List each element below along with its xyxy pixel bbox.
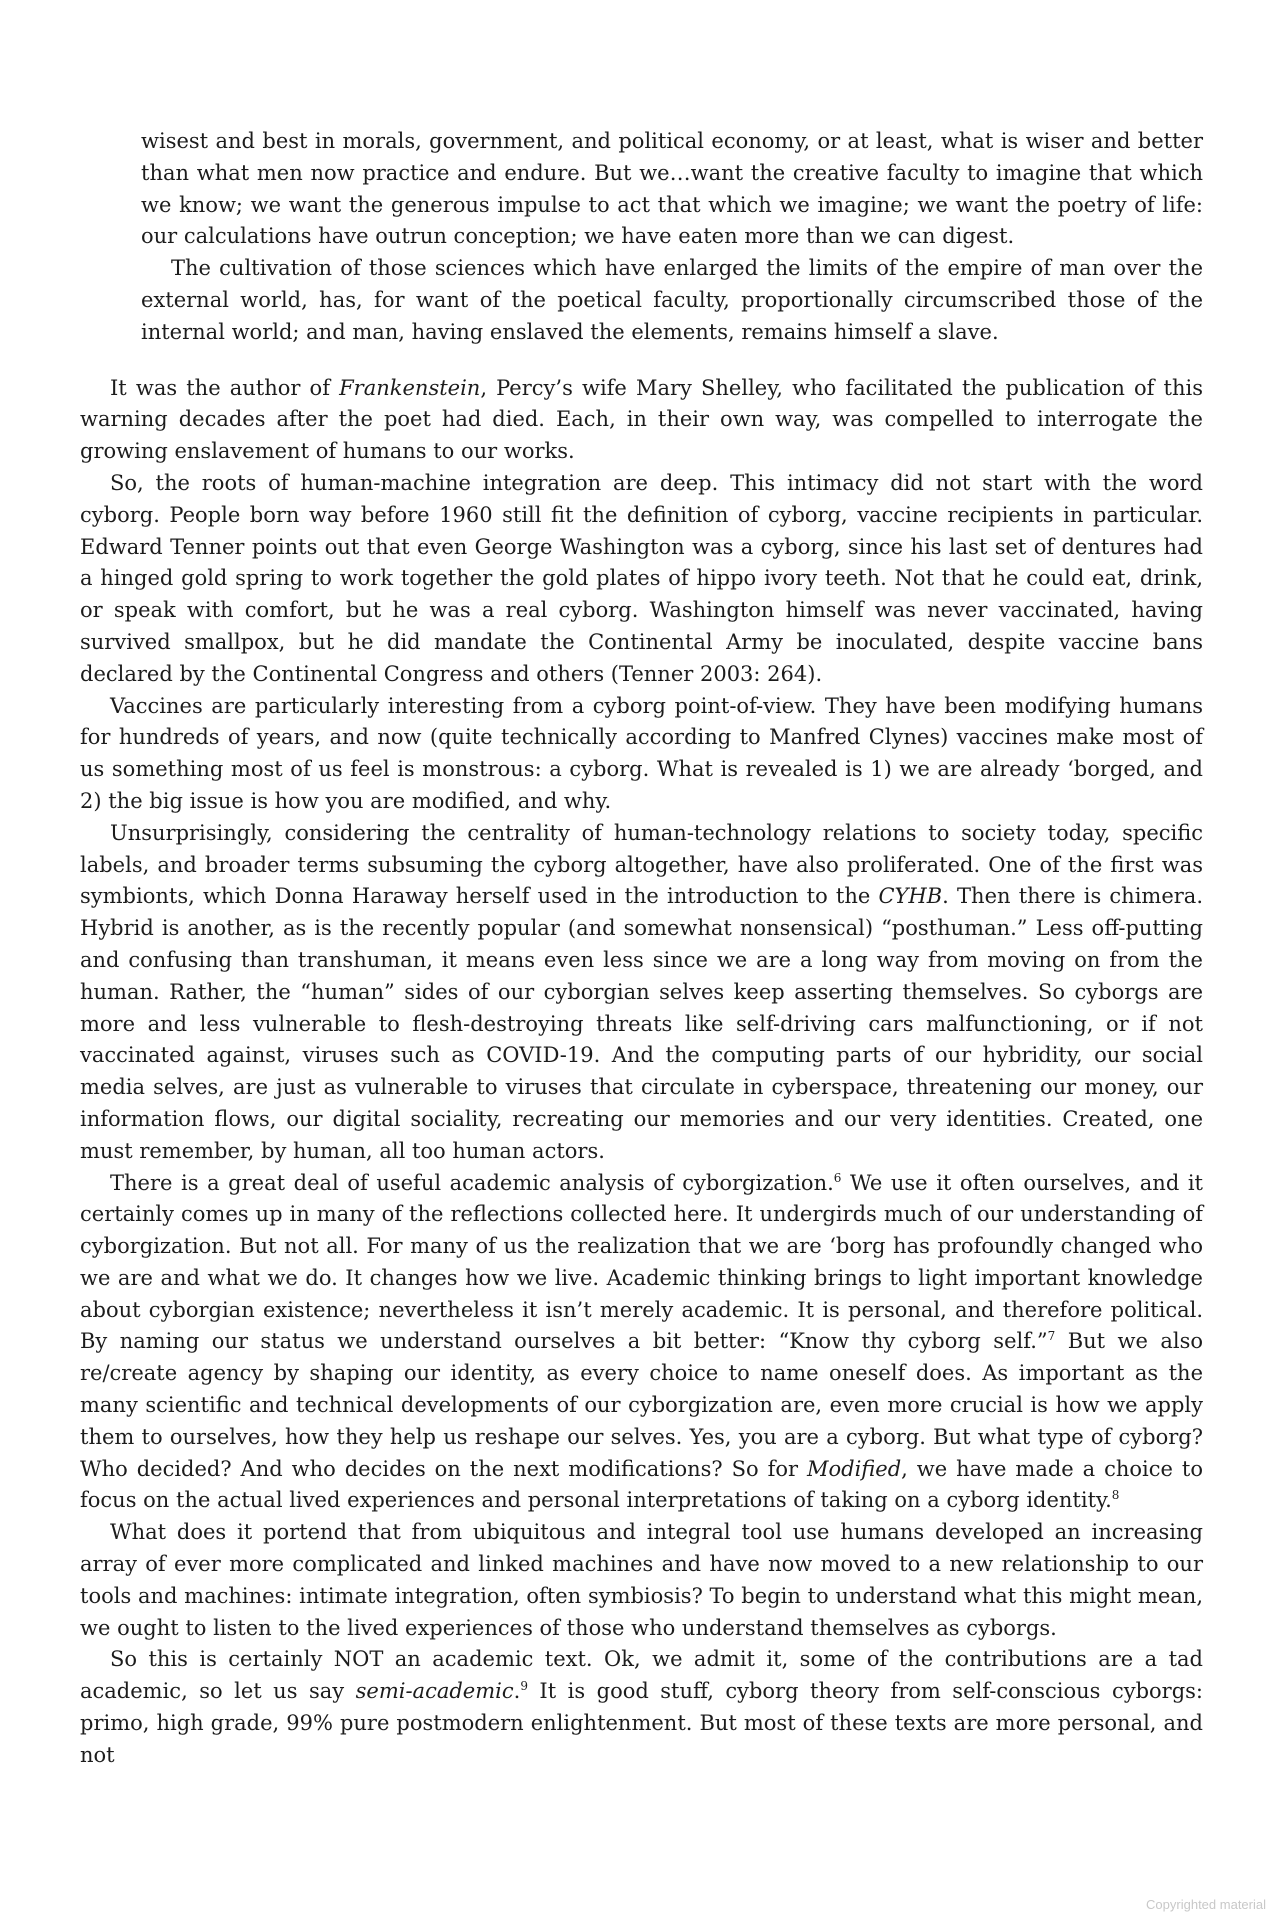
italic-frankenstein: Frankenstein — [339, 375, 481, 400]
paragraph-4: Unsurprisingly, considering the centrality of human-technology relations to society today, specific labels, and broader terms subsuming the cyborg altogether, have also proliferated. One of the first was symbionts, which Donna Haraway herself used in the introduction to the CYHB. Then there is chimera. Hybrid is another, as is the recently popular (and somewhat nonsensical) “posthuman.” Less off-putting and confusing than transhuman, it means even less since we are a long way from moving on from the human. Rather, the “human” sides of our cyborgian selves keep asserting themselves. So cyborgs are more and less vulnerable to flesh-destroying threats like self-driving cars malfunctioning, or if not vaccinated against, viruses such as COVID-19. And the computing parts of our hybridity, our social media selves, are just as vulnerable to viruses that circulate in cyberspace, threatening our money, our information flows, our digital sociality, recreating our memories and our very identities. Created, one must remember, by human, all too human actors. — [80, 820, 1203, 1163]
copyright-watermark: Copyrighted material — [1146, 1897, 1266, 1912]
paragraph-3: Vaccines are particularly interesting from a cyborg point-of-view. They have been modifying humans for hundreds of years, and now (quite technically according to Manfred Clynes) vaccines make most of us something most of us feel is monstrous: a cyborg. What is revealed is 1) we are already ‘borged, and 2) the big issue is how you are modified, and why. — [80, 693, 1203, 813]
paragraph-2: So, the roots of human-machine integration are deep. This intimacy did not start with the word cyborg. People born way before 1960 still fit the definition of cyborg, vaccine recipients in particular. Edward Tenner points out that even George Washington was a cyborg, since his last set of dentures had a hinged gold spring to work together the gold plates of hippo ivory teeth. Not that he could eat, drink, or speak with comfort, but he was a real cyborg. Washington himself was never vaccinated, having survived smallpox, but he did mandate the Continental Army be inoculated, despite vaccine bans declared by the Continental Congress and others (Tenner 2003: 264). — [80, 470, 1203, 686]
paragraph-1: It was the author of Frankenstein, Percy’s wife Mary Shelley, who facilitated the publication of this warning decades after the poet had died. Each, in their own way, was compelled to interrogate the growing enslavement of humans to our works. — [80, 375, 1204, 464]
footnote-ref-7[interactable]: 7 — [1047, 1329, 1056, 1344]
block-quote — [141, 126, 1203, 349]
quote-paragraph-1: wisest and best in morals, government, and political economy, or at least, what is wiser and better than what men now practice and endure. But we…want the creative faculty to imagine that which we know; we want the generous impulse to act that which we imagine; we want the poetry of life: our calculations have outrun conception; we have eaten more than we can digest. — [141, 129, 1203, 249]
quote-paragraph-2: The cultivation of those sciences which have enlarged the limits of the empire of man over the external world, has, for want of the poetical faculty, proportionally circumscribed those of the internal world; and man, having enslaved the elements, remains himself a slave. — [141, 256, 1203, 344]
page-content — [80, 126, 1203, 1772]
footnote-ref-8[interactable]: 8 — [1111, 1488, 1120, 1503]
footnote-ref-9[interactable]: 9 — [520, 1679, 528, 1694]
italic-cyhb: CYHB — [878, 884, 943, 909]
italic-semi-academic: semi-academic — [355, 1679, 514, 1704]
paragraph-6: What does it portend that from ubiquitous and integral tool use humans developed an increasing array of ever more complicated and linked machines and have now moved to a new relationship to our tools and machines: intimate integration, often symbiosis? To begin to understand what this might mean, we ought to listen to the lived experiences of those who understand themselves as cyborgs. — [80, 1520, 1203, 1640]
paragraph-7: So this is certainly NOT an academic text. Ok, we admit it, some of the contributions are a tad academic, so let us say semi-academic.$^9$ It is good stuff, cyborg theory from self-conscious cyborgs: primo, high grade, 99% pure postmodern enlightenment. But most of these texts are more personal, and not — [80, 1647, 1203, 1767]
italic-modified: Modified — [806, 1456, 902, 1481]
body-text — [80, 373, 1203, 1772]
footnote-ref-6[interactable]: 6 — [833, 1170, 842, 1185]
paragraph-5: There is a great deal of useful academic analysis of cyborgization.$^6$ We use it often ourselves, and it certainly comes up in many of the reflections collected here. It undergirds much of our understanding of cyborgization. But not all. For many of us the realization that we are ‘borg has profoundly changed who we are and what we do. It changes how we live. Academic thinking brings to light important knowledge about cyborgian existence; nevertheless it isn’t merely academic. It is personal, and therefore political. By naming our status we understand ourselves a bit better: “Know thy cyborg self.”$^7$ But we also re/create agency by shaping our identity, as every choice to name oneself does. As important as the many scientific and technical developments of our cyborgization are, even more crucial is how we apply them to ourselves, how they help us reshape our selves. Yes, you are a cyborg. But what type of cyborg? Who decided? And who decides on the next modifications? So for Modified, we have made a choice to focus on the actual lived experiences and personal interpretations of taking on a cyborg identity.$^8$ — [80, 1170, 1204, 1513]
